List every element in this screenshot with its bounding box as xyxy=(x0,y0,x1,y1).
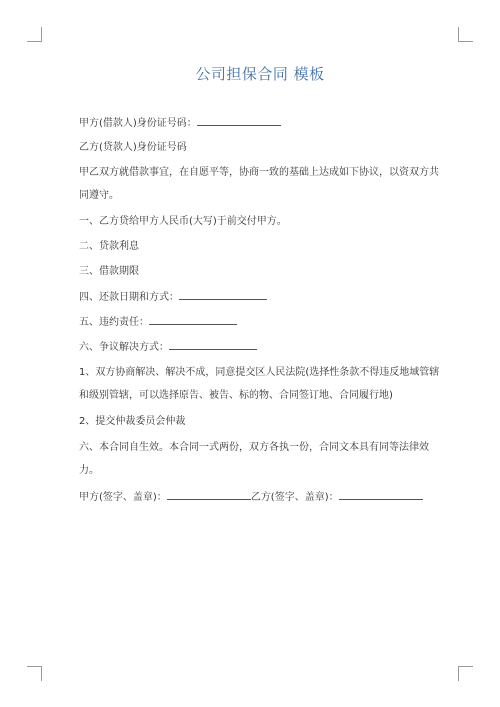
clause-2: 二、贷款利息 xyxy=(79,241,139,252)
dispute-option-2: 2、提交仲裁委员会仲裁 xyxy=(79,416,186,427)
signature-line xyxy=(79,488,441,506)
clause-4-blank[interactable] xyxy=(179,288,267,300)
document-title: 公司担保合同 模板 xyxy=(195,65,325,83)
party-a-signature-label: 甲方(签字、盖章)： xyxy=(79,492,167,503)
party-a-id-line xyxy=(79,114,441,132)
clause-4-line xyxy=(79,288,441,306)
crop-mark-top-left xyxy=(27,27,42,42)
party-b-signature-label: 乙方(签字、盖章)： xyxy=(250,492,339,503)
party-a-id-label: 甲方(借款人)身份证号码： xyxy=(79,118,197,129)
clause-5-blank[interactable] xyxy=(149,313,237,325)
clause-4-label: 四、还款日期和方式： xyxy=(79,292,179,303)
clause-6-label: 六、争议解决方式： xyxy=(79,342,169,353)
clause-3: 三、借款期限 xyxy=(79,266,139,277)
clause-5-label: 五、违约责任： xyxy=(79,317,149,328)
clause-6-line xyxy=(79,338,441,356)
party-b-id-line: 乙方(贷款人)身份证号码 xyxy=(79,142,187,153)
document-page xyxy=(79,62,441,503)
intro-paragraph: 甲乙双方就借款事宜，在自愿平等，协商一致的基础上达成如下协议，以资双方共同遵守。 xyxy=(79,167,439,201)
clause-1: 一、乙方贷给甲方人民币(大写)于前交付甲方。 xyxy=(79,216,287,227)
party-a-signature-blank[interactable] xyxy=(167,488,251,500)
clause-5-line xyxy=(79,313,441,331)
party-a-id-blank[interactable] xyxy=(197,114,281,126)
party-b-signature-blank[interactable] xyxy=(339,488,423,500)
crop-mark-bottom-right xyxy=(458,666,473,681)
crop-mark-bottom-left xyxy=(27,666,42,681)
clause-6-blank[interactable] xyxy=(169,338,257,350)
crop-mark-top-right xyxy=(458,27,473,42)
dispute-option-1: 1、双方协商解决、解决不成，同意提交区人民法院(选择性条款不得违反地域管辖和级别管辖，可以选择原告、被告、标的物、合同签订地、合同履行地) xyxy=(79,367,440,401)
effect-clause: 六、本合同自生效。本合同一式两份，双方各执一份，合同文本具有同等法律效力。 xyxy=(79,442,429,476)
